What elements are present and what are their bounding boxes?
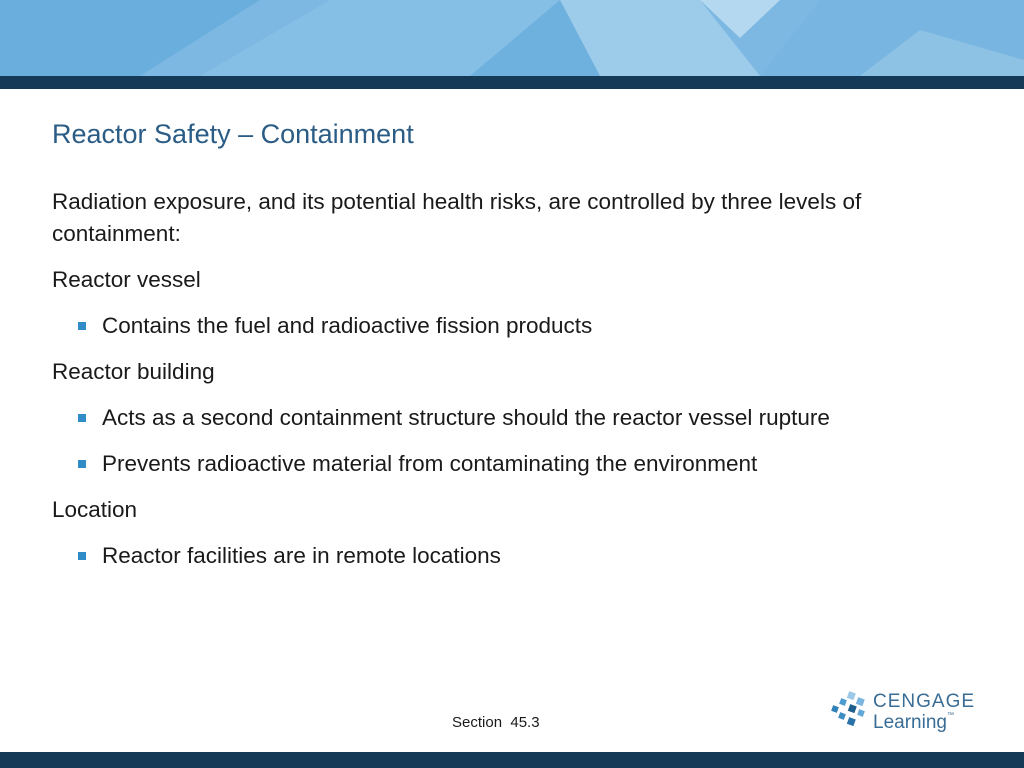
bullet-text: Contains the fuel and radioactive fission products xyxy=(102,313,593,338)
bullet-item xyxy=(52,310,992,342)
group-heading-reactor-vessel: Reactor vessel xyxy=(52,267,201,292)
footer-rule xyxy=(0,752,1024,768)
header-rule xyxy=(0,76,1024,89)
cengage-dots-icon xyxy=(830,690,868,730)
slide-title: Reactor Safety – Containment xyxy=(52,119,414,149)
group-heading-reactor-building: Reactor building xyxy=(52,359,215,384)
square-bullet-icon xyxy=(78,552,86,560)
bullet-item xyxy=(52,540,992,572)
square-bullet-icon xyxy=(78,322,86,330)
bullet-text: Reactor facilities are in remote locations xyxy=(102,543,501,568)
logo-subtitle-text: Learning xyxy=(873,712,947,733)
square-bullet-icon xyxy=(78,414,86,422)
bullet-text: Acts as a second containment structure should the reactor vessel rupture xyxy=(102,405,830,430)
logo-subtitle xyxy=(873,712,954,734)
trademark-symbol: ™ xyxy=(946,712,954,719)
intro-paragraph: Radiation exposure, and its potential health risks, are controlled by three levels of containment: xyxy=(52,189,862,246)
banner-graphic xyxy=(0,0,1024,76)
bullet-item xyxy=(52,402,992,434)
logo-wordmark: CENGAGE xyxy=(873,691,976,712)
bullet-item xyxy=(52,448,992,480)
header-banner xyxy=(0,0,1024,76)
publisher-logo xyxy=(830,690,980,738)
bullet-text: Prevents radioactive material from contaminating the environment xyxy=(102,451,758,476)
section-footer: Section 45.3 xyxy=(452,714,540,731)
group-heading-location: Location xyxy=(52,497,138,522)
square-bullet-icon xyxy=(78,460,86,468)
slide-body xyxy=(52,186,992,586)
